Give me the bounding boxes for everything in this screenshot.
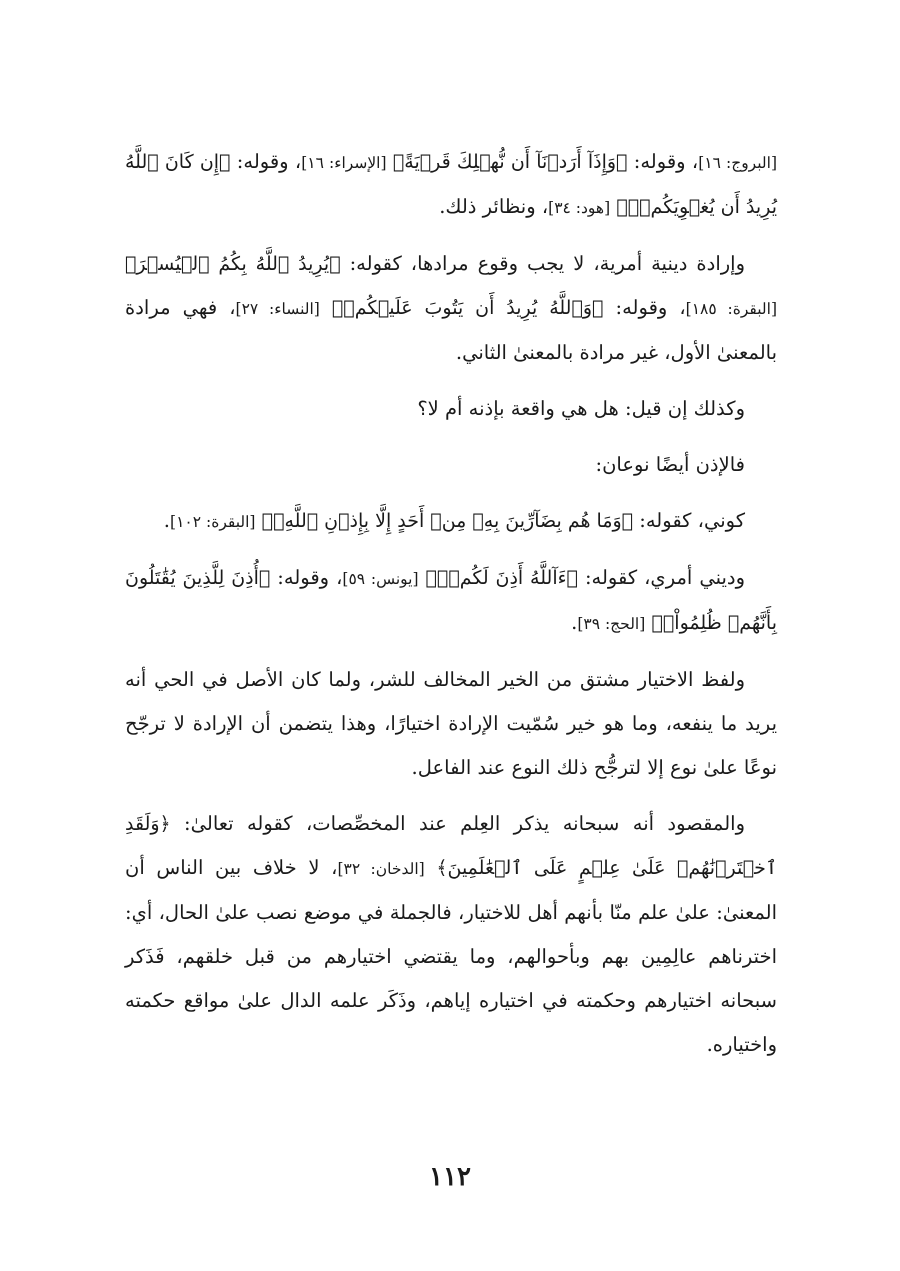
quran-verse: ﴿وَإِذَآ أَرَدۡنَآ أَن نُّهۡلِكَ قَرۡيَةً﴾ [392, 151, 628, 173]
verse-reference: [الدخان: ٣٢] [337, 860, 425, 878]
quran-verse: ﴿أُذِنَ لِلَّذِينَ يُقَٰتَلُونَ بِأَنَّهُمۡ ظُلِمُواْۚ﴾ [125, 567, 777, 634]
document-page [125, 140, 777, 1079]
body-text: ، وقوله: [603, 296, 686, 319]
body-text: وإرادة دينية أمرية، لا يجب وقوع مرادها، كقوله: [340, 252, 746, 275]
paragraph [125, 387, 777, 431]
quran-verse: ﴿وَلَقَدِ ٱخۡتَرۡنَٰهُمۡ عَلَىٰ عِلۡمٍ عَلَى ٱلۡعَٰلَمِينَ﴾ [125, 813, 777, 879]
body-text: ، فهي مرادة بالمعنىٰ الأول، غير مرادة بالمعنىٰ الثاني. [125, 296, 777, 364]
body-text: . [163, 509, 170, 532]
body-text: . [571, 611, 578, 634]
body-text: ، وقوله: [627, 150, 699, 173]
body-text [320, 296, 332, 319]
verse-reference: [البقرة: ١٨٥] [685, 300, 777, 318]
verse-reference: [البقرة: ١٠٢] [170, 513, 256, 531]
body-text [419, 566, 426, 589]
body-text: والمقصود أنه سبحانه يذكر العِلم عند المخصِّصات، كقوله تعالىٰ: [170, 812, 745, 835]
body-text: وديني أمري، كقوله: [577, 566, 745, 589]
verse-reference: [هود: ٣٤] [548, 199, 611, 217]
body-text: ، وقوله: [230, 150, 302, 173]
body-text: وكذلك إن قيل: هل هي واقعة بإذنه أم لا؟ [417, 397, 745, 420]
quran-verse: ﴿وَٱللَّهُ يُرِيدُ أَن يَتُوبَ عَلَيۡكُمۡ﴾ [331, 297, 604, 319]
verse-reference: [البروج: ١٦] [698, 154, 777, 172]
paragraph [125, 556, 777, 646]
body-text [425, 856, 437, 879]
body-text: ولفظ الاختيار مشتق من الخير المخالف للشر، ولما كان الأصل في الحي أنه يريد ما ينفعه، وما هو خير سُمّيت الإرادة اختيارًا، وهذا يتضمن أن الإرادة لا ترجّح نوعًا علىٰ نوع إلا لترجُّح ذلك النوع عند الفاعل. [125, 668, 777, 779]
paragraph [125, 140, 777, 230]
quran-verse: ﴿ءَآللَّهُ أَذِنَ لَكُمۡۖ﴾ [425, 567, 578, 589]
page-number: ١١٢ [429, 1162, 471, 1192]
paragraph [125, 658, 777, 790]
verse-reference: [النساء: ٢٧] [235, 300, 320, 318]
body-text: كوني، كقوله: [633, 509, 745, 532]
verse-reference: [الإسراء: ١٦] [301, 154, 387, 172]
paragraph [125, 443, 777, 487]
verse-reference: [يونس: ٥٩] [342, 570, 419, 588]
quran-verse: ﴿يُرِيدُ ٱللَّهُ بِكُمُ ٱلۡيُسۡرَ﴾ [125, 253, 341, 275]
paragraph [125, 499, 777, 544]
verse-reference: [الحج: ٣٩] [577, 615, 646, 633]
quran-verse: ﴿إِن كَانَ ٱللَّهُ يُرِيدُ أَن يُغۡوِيَكُمۡۚ﴾ [125, 151, 777, 218]
body-text: ، وقوله: [270, 566, 343, 589]
quran-verse: ﴿وَمَا هُم بِضَآرِّينَ بِهِۦ مِنۡ أَحَدٍ إِلَّا بِإِذۡنِ ٱللَّهِۚ﴾ [261, 510, 634, 532]
body-text: ، ونظائر ذلك. [439, 195, 549, 218]
body-text: فالإذن أيضًا نوعان: [595, 453, 745, 476]
body-text: ، لا خلاف بين الناس أن المعنىٰ: علىٰ علم منّا بأنهم أهل للاختيار، فالجملة في موضع نصب علىٰ الحال، أي: اخترناهم عالِمِين بهم وبأحوالهم، وما يقتضي اختيارهم من قبل خلقهم، فَذَكر سبحانه اختيارهم وحكمته في اختياره إياهم، وذَكَر علمه الدال علىٰ مواقع حكمته واختياره. [125, 856, 777, 1056]
paragraph [125, 242, 777, 375]
paragraph [125, 802, 777, 1067]
